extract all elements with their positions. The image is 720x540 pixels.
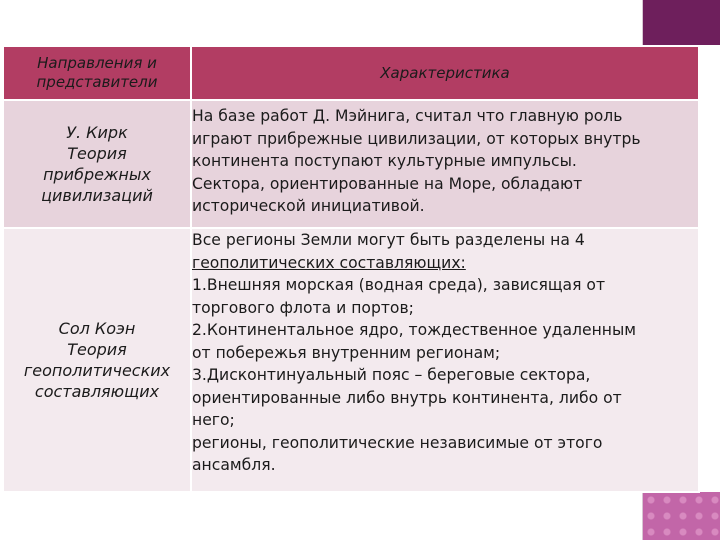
table-header-row <box>3 46 699 100</box>
table-row <box>3 228 699 492</box>
row-name-line: геополитических <box>23 361 171 380</box>
row-intro-line: Все регионы Земли могут быть разделены на 4 <box>192 231 585 249</box>
row-name-line: У. Кирк <box>66 123 128 142</box>
table-row <box>3 100 699 228</box>
row-text-line: континента поступают культурные импульсы. <box>192 152 577 170</box>
row-name-line: Сол Коэн <box>58 319 136 338</box>
row-text-line: 2.Континентальное ядро, тождественное удаленным <box>192 321 637 339</box>
row-text-line: от побережья внутренним регионам; <box>192 343 501 362</box>
row-intro-underlined: геополитических составляющих: <box>192 253 466 272</box>
row-name-line: цивилизаций <box>41 186 153 205</box>
row-text-cell <box>191 100 699 228</box>
row-name-line: Теория <box>67 144 127 163</box>
header-directions-line2: представители <box>36 73 158 91</box>
row-text-line: 1.Внешняя морская (водная среда), зависящая от <box>192 276 606 294</box>
header-directions <box>3 46 191 100</box>
header-characteristic-label: Характеристика <box>380 63 510 82</box>
row-text-line: торгового флота и портов; <box>192 298 414 317</box>
row-text-cell <box>191 228 699 492</box>
row-name-line: Теория <box>67 340 127 359</box>
row-text-line: Сектора, ориентированные на Море, обладают <box>192 174 583 193</box>
row-name-cell <box>3 228 191 492</box>
row-text-line: ансамбля. <box>192 456 276 474</box>
header-characteristic <box>191 46 699 100</box>
header-directions-line1: Направления и <box>37 54 157 72</box>
row-text-line: регионы, геополитические независимые от этого <box>192 433 603 452</box>
row-text-line: На базе работ Д. Мэйнига, считал что главную роль <box>192 107 623 125</box>
row-text-line: играют прибрежные цивилизации, от которых внутрь <box>192 129 641 148</box>
row-name-line: прибрежных <box>43 165 151 184</box>
decorative-square-bottom <box>643 492 720 540</box>
row-text-line: ориентированные либо внутрь континента, либо от <box>192 388 622 407</box>
row-text-line: него; <box>192 411 235 429</box>
row-name-cell <box>3 100 191 228</box>
geopolitics-table <box>2 45 700 493</box>
row-text-line: исторической инициативой. <box>192 197 425 215</box>
row-name-line: составляющих <box>34 382 160 401</box>
decorative-square-top <box>643 0 720 45</box>
row-text-line: 3.Дисконтинуальный пояс – береговые сектора, <box>192 366 591 384</box>
